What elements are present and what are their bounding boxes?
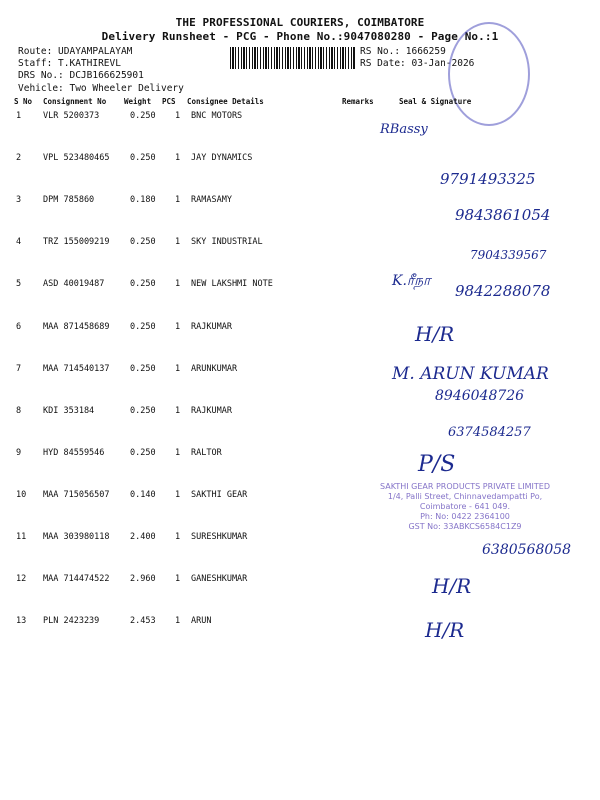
col-weight: Weight [124, 97, 152, 106]
row-weight: 0.250 [130, 153, 156, 164]
row-pcs: 1 [175, 405, 181, 416]
row-pcs: 1 [175, 111, 181, 121]
signature-5-phone: 9842288078 [455, 282, 551, 300]
row-pcs: 1 [175, 153, 181, 164]
signature-5: K.ரீநா [392, 273, 431, 289]
signature-1: RBassy [380, 122, 428, 137]
row-consignment-no: MAA 715056507 [43, 489, 110, 500]
row-sno: 8 [16, 405, 22, 416]
row-sno: 10 [16, 489, 27, 500]
signature-6: H/R [415, 322, 455, 346]
row-consignment-no: MAA 871458689 [43, 321, 110, 332]
row-weight: 0.250 [130, 321, 156, 332]
col-remarks: Remarks [342, 97, 374, 106]
row-consignment-no: VLR 5200373 [43, 111, 100, 121]
row-consignment-no: MAA 303980118 [43, 532, 110, 542]
row-consignee: NEW LAKSHMI NOTE [191, 279, 273, 290]
row-weight: 0.250 [130, 447, 156, 458]
staff-label: Staff: T.KATHIREVL [18, 58, 121, 69]
row-consignee: RALTOR [191, 447, 222, 458]
row-consignment-no: VPL 523480465 [43, 153, 110, 164]
row-pcs: 1 [175, 574, 181, 585]
row-sno: 13 [16, 616, 27, 627]
row-consignment-no: HYD 84559546 [43, 447, 105, 458]
row-consignee: GANESHKUMAR [191, 574, 248, 585]
row-sno: 11 [16, 532, 27, 542]
row-consignee: RAJKUMAR [191, 405, 232, 416]
route-label: Route: UDAYAMPALAYAM [18, 46, 133, 57]
row-sno: 1 [16, 111, 22, 121]
row-sno: 5 [16, 279, 22, 290]
signature-13: H/R [425, 618, 465, 642]
row-weight: 0.250 [130, 111, 156, 121]
row-weight: 0.140 [130, 489, 156, 500]
row-sno: 9 [16, 447, 22, 458]
signature-4-phone: 7904339567 [470, 248, 547, 262]
row-consignee: RAMASAMY [191, 195, 232, 206]
row-consignment-no: DPM 785860 [43, 195, 95, 206]
barcode [230, 47, 356, 69]
vehicle-label: Vehicle: Two Wheeler Delivery [18, 83, 184, 94]
row-pcs: 1 [175, 489, 181, 500]
signature-2-phone: 9791493325 [440, 170, 536, 188]
row-sno: 3 [16, 195, 22, 206]
row-consignment-no: MAA 714540137 [43, 363, 110, 374]
row-consignment-no: MAA 714474522 [43, 574, 110, 585]
row-pcs: 1 [175, 532, 181, 542]
col-pcs: PCS [162, 97, 176, 106]
row-consignee: SAKTHI GEAR [191, 489, 248, 500]
row-consignment-no: TRZ 155009219 [43, 237, 110, 248]
col-seal: Seal & Signature [399, 97, 472, 106]
col-consignment: Consignment No [43, 97, 107, 106]
row-sno: 6 [16, 321, 22, 332]
signature-9: P/S [418, 452, 456, 477]
company-name: THE PROFESSIONAL COURIERS, COIMBATORE [175, 16, 425, 29]
row-weight: 0.250 [130, 279, 156, 290]
col-sno: S No [14, 97, 33, 106]
row-weight: 0.180 [130, 195, 156, 206]
signature-8-phone: 8946048726 [435, 388, 525, 404]
row-pcs: 1 [175, 363, 181, 374]
row-consignee: SKY INDUSTRIAL [191, 237, 263, 248]
signature-3-phone: 9843861054 [455, 206, 551, 224]
row-weight: 2.453 [130, 616, 156, 627]
company-seal-stamp [448, 22, 530, 126]
rs-date: RS Date: 03-Jan-2026 [360, 58, 475, 69]
row-sno: 4 [16, 237, 22, 248]
row-consignee: RAJKUMAR [191, 321, 232, 332]
rs-number: RS No.: 1666259 [360, 46, 446, 57]
runsheet-title: Delivery Runsheet - PCG - Phone No.:9047080280 - Page No.:1 [101, 30, 499, 43]
row-pcs: 1 [175, 447, 181, 458]
signature-7: M. ARUN KUMAR [392, 364, 549, 384]
drs-number: DRS No.: DCJB166625901 [18, 70, 144, 81]
row-weight: 0.250 [130, 405, 156, 416]
row-sno: 2 [16, 153, 22, 164]
row-consignment-no: ASD 40019487 [43, 279, 105, 290]
sakthi-gear-stamp: SAKTHI GEAR PRODUCTS PRIVATE LIMITED 1/4, Palli Street, Chinnavedampatti Po, Coimbatore - 641 049. Ph: No: 0422 2364100 GST No: 33ABKCS6584C1Z9 [380, 482, 550, 531]
row-pcs: 1 [175, 321, 181, 332]
row-weight: 2.400 [130, 532, 156, 542]
row-consignee: SURESHKUMAR [191, 532, 248, 542]
row-pcs: 1 [175, 616, 181, 627]
row-consignee: JAY DYNAMICS [191, 153, 253, 164]
row-sno: 12 [16, 574, 27, 585]
row-consignee: ARUN [191, 616, 212, 627]
row-weight: 2.960 [130, 574, 156, 585]
row-weight: 0.250 [130, 237, 156, 248]
row-consignee: BNC MOTORS [191, 111, 243, 121]
row-consignee: ARUNKUMAR [191, 363, 238, 374]
col-consignee: Consignee Details [187, 97, 264, 106]
row-consignment-no: PLN 2423239 [43, 616, 100, 627]
signature-12: H/R [432, 574, 472, 598]
row-pcs: 1 [175, 195, 181, 206]
row-pcs: 1 [175, 279, 181, 290]
signature-9-phone: 6374584257 [448, 425, 531, 440]
row-sno: 7 [16, 363, 22, 374]
row-weight: 0.250 [130, 363, 156, 374]
signature-11-phone: 6380568058 [482, 542, 572, 558]
row-pcs: 1 [175, 237, 181, 248]
row-consignment-no: KDI 353184 [43, 405, 95, 416]
